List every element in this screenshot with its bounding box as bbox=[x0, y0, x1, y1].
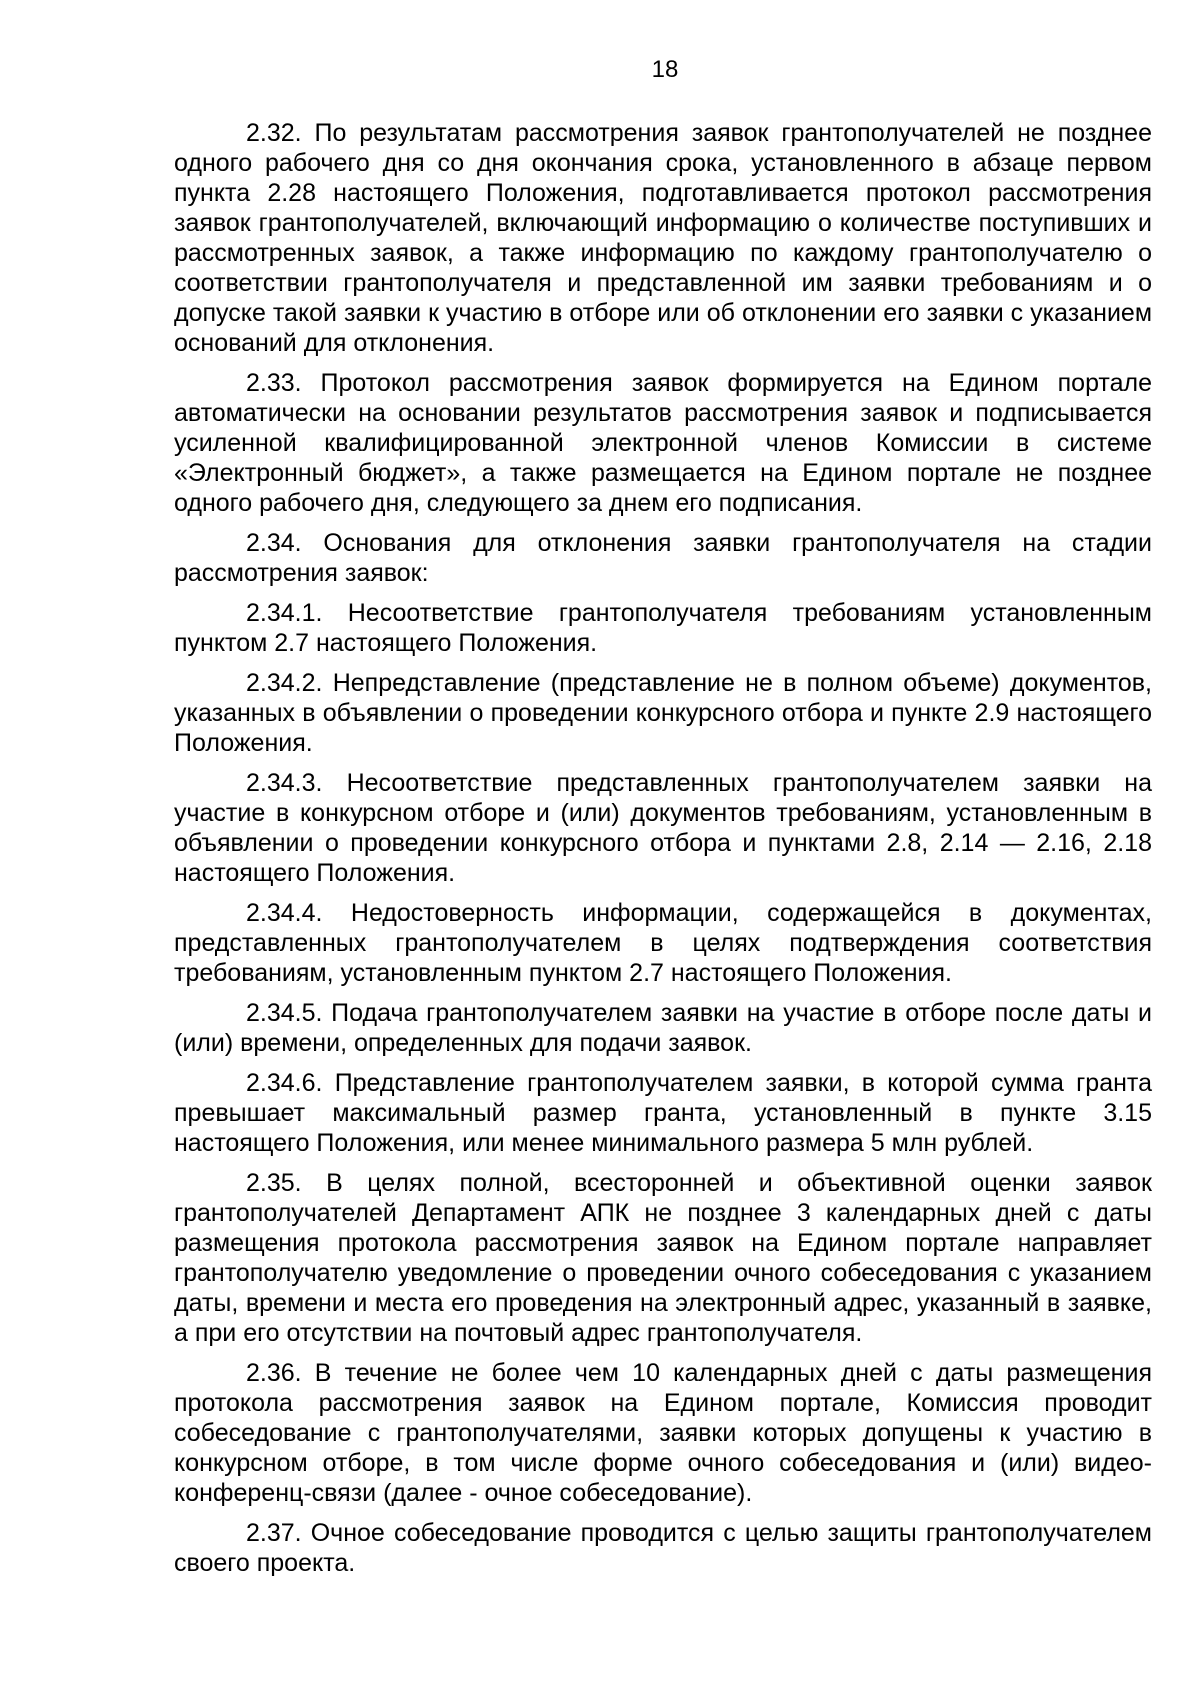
paragraph-2-35: 2.35. В целях полной, всесторонней и объективной оценки заявок грантополучателей Департамент АПК не позднее 3 календарных дней с даты размещения протокола рассмотрения заявок на Едином портале направляет грантополучателю уведомление о проведении очного собеседования с указанием даты, времени и места его проведения на электронный адрес, указанный в заявке, а при его отсутствии на почтовый адрес грантополучателя. bbox=[174, 1169, 1152, 1347]
paragraph-2-33: 2.33. Протокол рассмотрения заявок формируется на Едином портале автоматически на основании результатов рассмотрения заявок и подписывается усиленной квалифицированной электронной членов Комиссии в системе «Электронный бюджет», а также размещается на Едином портале не позднее одного рабочего дня, следующего за днем его подписания. bbox=[174, 369, 1152, 517]
document-body bbox=[174, 118, 1152, 1578]
paragraph-2-34-4: 2.34.4. Недостоверность информации, содержащейся в документах, представленных грантополучателем в целях подтверждения соответствия требованиям, установленным пунктом 2.7 настоящего Положения. bbox=[174, 899, 1152, 987]
paragraph-2-34: 2.34. Основания для отклонения заявки грантополучателя на стадии рассмотрения заявок: bbox=[174, 529, 1152, 587]
paragraph-2-34-5: 2.34.5. Подача грантополучателем заявки на участие в отборе после даты и (или) времени, определенных для подачи заявок. bbox=[174, 999, 1152, 1057]
paragraph-2-34-1: 2.34.1. Несоответствие грантополучателя требованиям установленным пунктом 2.7 настоящего Положения. bbox=[174, 599, 1152, 657]
paragraph-2-36: 2.36. В течение не более чем 10 календарных дней с даты размещения протокола рассмотрения заявок на Едином портале, Комиссия проводит собеседование с грантополучателями, заявки которых допущены к участию в конкурсном отборе, в том числе форме очного собеседования и (или) видео-конференц-связи (далее - очное собеседование). bbox=[174, 1359, 1152, 1507]
page-number: 18 bbox=[651, 56, 679, 83]
paragraph-2-34-3: 2.34.3. Несоответствие представленных грантополучателем заявки на участие в конкурсном отборе и (или) документов требованиям, установленным в объявлении о проведении конкурсного отбора и пунктами 2.8, 2.14 — 2.16, 2.18 настоящего Положения. bbox=[174, 769, 1152, 887]
paragraph-2-34-2: 2.34.2. Непредставление (представление не в полном объеме) документов, указанных в объявлении о проведении конкурсного отбора и пункте 2.9 настоящего Положения. bbox=[174, 669, 1152, 757]
paragraph-2-32: 2.32. По результатам рассмотрения заявок грантополучателей не позднее одного рабочего дня со дня окончания срока, установленного в абзаце первом пункта 2.28 настоящего Положения, подготавливается протокол рассмотрения заявок грантополучателей, включающий информацию о количестве поступивших и рассмотренных заявок, а также информацию по каждому грантополучателю о соответствии грантополучателя и представленной им заявки требованиям и о допуске такой заявки к участию в отборе или об отклонении его заявки с указанием оснований для отклонения. bbox=[174, 119, 1152, 357]
paragraph-2-37: 2.37. Очное собеседование проводится с целью защиты грантополучателем своего проекта. bbox=[174, 1519, 1152, 1577]
paragraph-2-34-6: 2.34.6. Представление грантополучателем заявки, в которой сумма гранта превышает максимальный размер гранта, установленный в пункте 3.15 настоящего Положения, или менее минимального размера 5 млн рублей. bbox=[174, 1069, 1152, 1157]
